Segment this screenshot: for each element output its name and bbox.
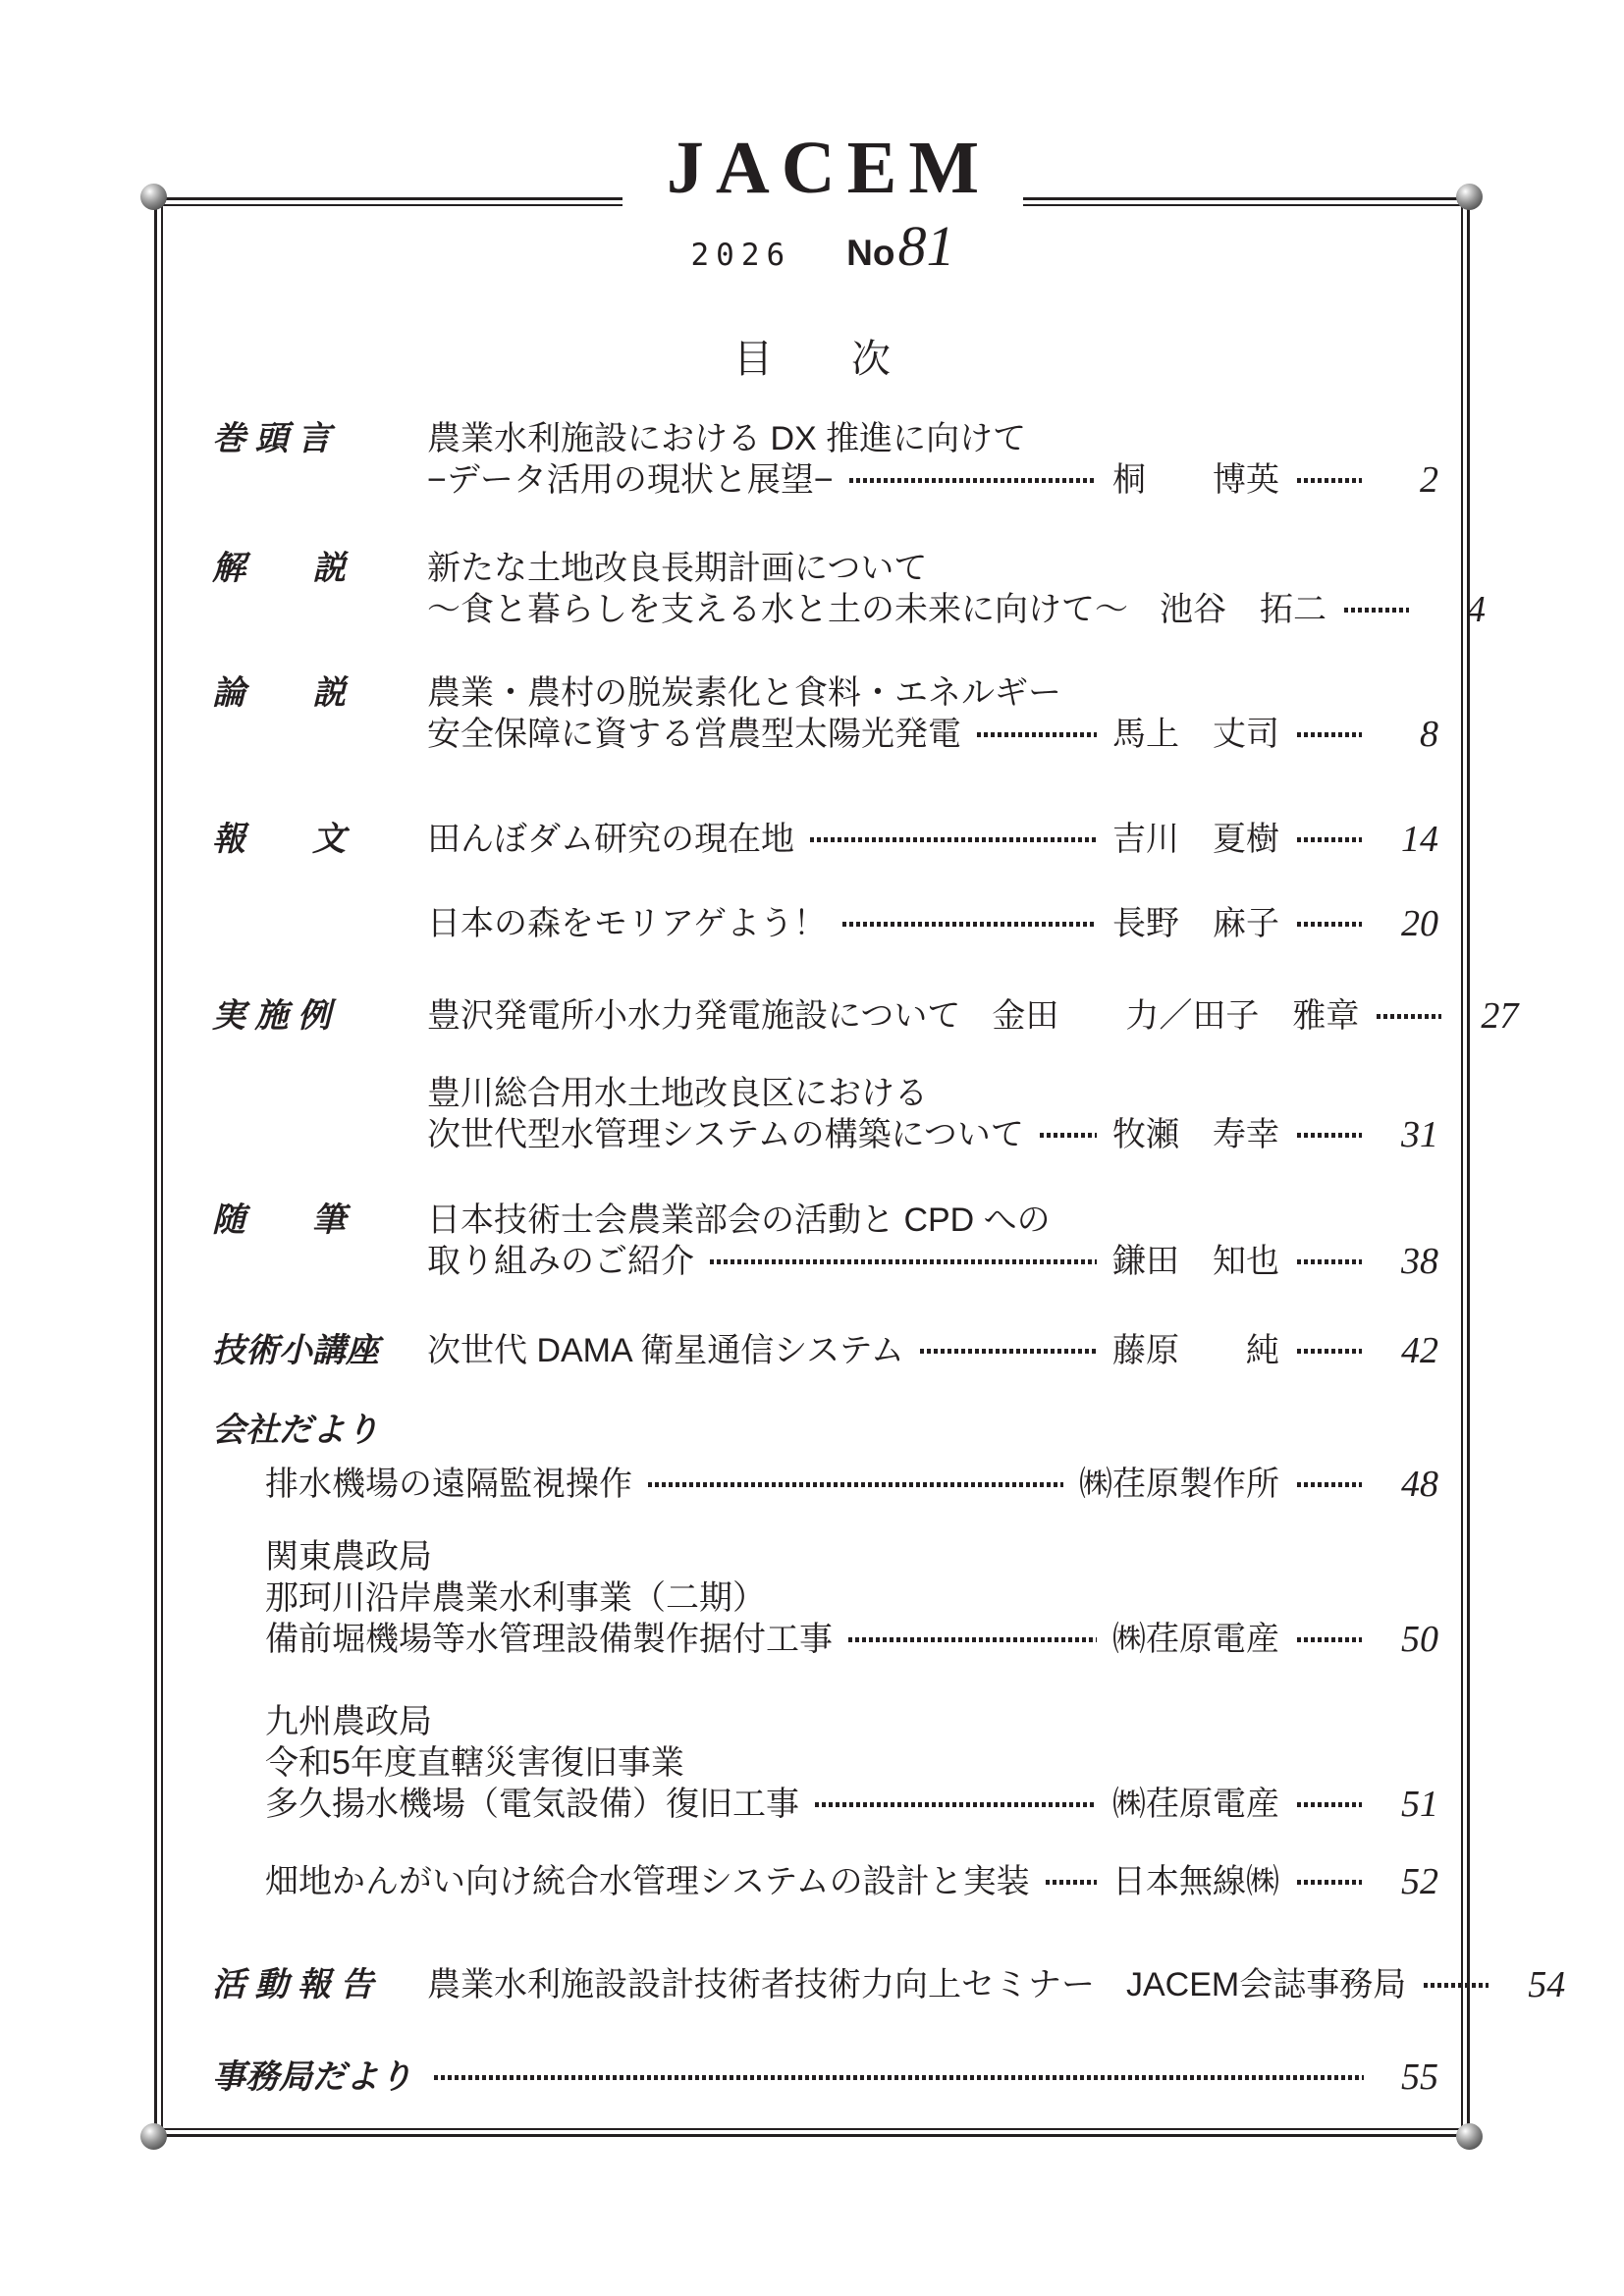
corner-ball-top-left-icon xyxy=(140,184,167,210)
entry-title: 備前堀機場等水管理設備製作据付工事 xyxy=(265,1621,833,1658)
entry-subtitle: −データ活用の現状と展望− xyxy=(427,461,834,499)
issue-number: 81 xyxy=(897,214,955,278)
entry-title: 日本の森をモリアゲよう！ xyxy=(427,905,827,942)
corner-ball-bottom-right-icon xyxy=(1456,2123,1483,2150)
section-label: 事務局だより xyxy=(212,2058,412,2096)
dotted-leader xyxy=(1297,732,1362,737)
corner-ball-bottom-left-icon xyxy=(140,2123,167,2150)
dotted-leader xyxy=(1297,837,1362,842)
dotted-leader xyxy=(977,732,1097,737)
entry-page: 38 xyxy=(1401,1241,1438,1282)
section-label: 解 説 xyxy=(212,550,346,587)
dotted-leader xyxy=(434,2075,1364,2080)
entry-page: 42 xyxy=(1401,1330,1438,1371)
entry-subtitle: ～食と暮らしを支える水と土の未来に向けて～ xyxy=(427,591,1128,628)
dotted-leader xyxy=(1040,1133,1097,1138)
section-label: 巻 頭 言 xyxy=(212,420,331,457)
entry-author: 長野 麻子 xyxy=(1112,905,1279,942)
entry-author: ㈱荏原製作所 xyxy=(1079,1466,1279,1503)
entry-subtitle: 次世代型水管理システムの構築について xyxy=(427,1116,1024,1153)
entry-author: ㈱荏原電産 xyxy=(1112,1786,1279,1823)
toc-section-heading xyxy=(212,1410,1438,1451)
dotted-leader xyxy=(1297,1482,1362,1487)
entry-page: 4 xyxy=(1467,589,1486,630)
dotted-leader xyxy=(1297,1637,1362,1642)
toc-entry xyxy=(212,995,1519,1037)
entry-title: 関東農政局 xyxy=(265,1538,432,1575)
dotted-leader xyxy=(1297,1349,1362,1354)
entry-title: 令和5年度直轄災害復旧事業 xyxy=(265,1744,684,1782)
entry-author: 日本無線㈱ xyxy=(1112,1863,1279,1900)
dotted-leader xyxy=(815,1802,1097,1807)
entry-page: 48 xyxy=(1401,1464,1438,1505)
dotted-leader xyxy=(1297,1802,1362,1807)
dotted-leader xyxy=(1297,1133,1362,1138)
entry-title: 那珂川沿岸農業水利事業（二期） xyxy=(265,1579,766,1617)
entry-title: 豊沢発電所小水力発電施設について xyxy=(427,997,961,1035)
entry-subtitle: 取り組みのご紹介 xyxy=(427,1243,694,1280)
toc-entry xyxy=(265,1464,1438,1505)
entry-title: 多久揚水機場（電気設備）復旧工事 xyxy=(265,1786,799,1823)
section-label: 実 施 例 xyxy=(212,997,331,1035)
toc-entry xyxy=(212,1200,1438,1282)
section-label: 技術小講座 xyxy=(212,1332,379,1369)
dotted-leader xyxy=(1046,1880,1097,1885)
entry-subtitle: 安全保障に資する営農型太陽光発電 xyxy=(427,716,961,753)
entry-page: 31 xyxy=(1401,1114,1438,1155)
entry-author: 吉川 夏樹 xyxy=(1112,821,1279,858)
entry-author: ㈱荏原電産 xyxy=(1112,1621,1279,1658)
entry-author: JACEM会誌事務局 xyxy=(1126,1966,1407,2003)
entry-page: 2 xyxy=(1420,459,1438,501)
entry-title: 農業水利施設における DX 推進に向けて xyxy=(427,420,1027,457)
toc-entry xyxy=(212,672,1438,755)
toc-entry xyxy=(212,1330,1438,1371)
dotted-leader xyxy=(648,1482,1063,1487)
entry-author: 金田 力／田子 雅章 xyxy=(992,997,1360,1035)
entry-author: 馬上 丈司 xyxy=(1112,716,1279,753)
dotted-leader xyxy=(848,1637,1097,1642)
entry-page: 55 xyxy=(1401,2056,1438,2098)
entry-page: 8 xyxy=(1420,714,1438,755)
issue-number-group xyxy=(846,214,955,278)
dotted-leader xyxy=(842,922,1097,927)
journal-title: JACEM xyxy=(623,128,1023,212)
dotted-leader xyxy=(1377,1014,1441,1019)
toc-entry xyxy=(265,1536,1438,1660)
entry-title: 田んぼダム研究の現在地 xyxy=(427,821,794,858)
entry-title: 日本技術士会農業部会の活動と CPD への xyxy=(427,1201,1051,1239)
toc-entry xyxy=(212,2056,1438,2098)
corner-ball-top-right-icon xyxy=(1456,184,1483,210)
entry-title: 次世代 DAMA 衛星通信システム xyxy=(427,1332,904,1369)
dotted-leader xyxy=(1297,922,1362,927)
entry-page: 51 xyxy=(1401,1784,1438,1825)
section-label: 随 筆 xyxy=(212,1201,346,1239)
dotted-leader xyxy=(810,837,1097,842)
entry-page: 54 xyxy=(1528,1964,1566,2005)
entry-author: 藤原 純 xyxy=(1112,1332,1279,1369)
dotted-leader xyxy=(710,1259,1097,1264)
entry-title: 豊川総合用水土地改良区における xyxy=(427,1075,928,1112)
toc-entry xyxy=(212,548,1486,630)
dotted-leader xyxy=(920,1349,1097,1354)
toc-heading: 目 次 xyxy=(733,338,891,381)
section-label: 論 説 xyxy=(212,674,346,712)
entry-page: 27 xyxy=(1481,995,1519,1037)
issue-line xyxy=(623,214,1023,278)
entry-title: 農業・農村の脱炭素化と食料・エネルギー xyxy=(427,674,1061,712)
entry-page: 14 xyxy=(1401,819,1438,860)
entry-page: 20 xyxy=(1401,903,1438,944)
dotted-leader xyxy=(1297,1880,1362,1885)
toc-entry xyxy=(427,1073,1438,1155)
entry-author: 桐 博英 xyxy=(1112,461,1279,499)
dotted-leader xyxy=(1297,1259,1362,1264)
toc-entry xyxy=(427,903,1438,944)
dotted-leader xyxy=(1344,608,1409,613)
entry-author: 牧瀬 寿幸 xyxy=(1112,1116,1279,1153)
entry-author: 池谷 拓二 xyxy=(1160,591,1326,628)
entry-title: 新たな土地改良長期計画について xyxy=(427,550,928,587)
entry-title: 排水機場の遠隔監視操作 xyxy=(265,1466,632,1503)
toc-entry xyxy=(265,1701,1438,1825)
section-label: 会社だより xyxy=(212,1412,379,1449)
entry-title: 九州農政局 xyxy=(265,1703,432,1740)
dotted-leader xyxy=(1424,1983,1489,1988)
entry-page: 50 xyxy=(1401,1619,1438,1660)
dotted-leader xyxy=(849,478,1097,483)
dotted-leader xyxy=(1297,478,1362,483)
toc-entry xyxy=(212,819,1438,860)
issue-year: 2026 xyxy=(690,238,792,273)
entry-page: 52 xyxy=(1401,1861,1438,1902)
entry-title: 畑地かんがい向け統合水管理システムの設計と実装 xyxy=(265,1863,1030,1900)
toc-entry xyxy=(212,1964,1566,2005)
toc-entry xyxy=(212,418,1438,501)
toc-entry xyxy=(265,1861,1438,1902)
entry-title: 農業水利施設設計技術者技術力向上セミナー xyxy=(427,1966,1095,2003)
issue-no-label: No xyxy=(846,233,895,273)
section-label: 活 動 報 告 xyxy=(212,1966,374,2003)
entry-author: 鎌田 知也 xyxy=(1112,1243,1279,1280)
section-label: 報 文 xyxy=(212,821,346,858)
